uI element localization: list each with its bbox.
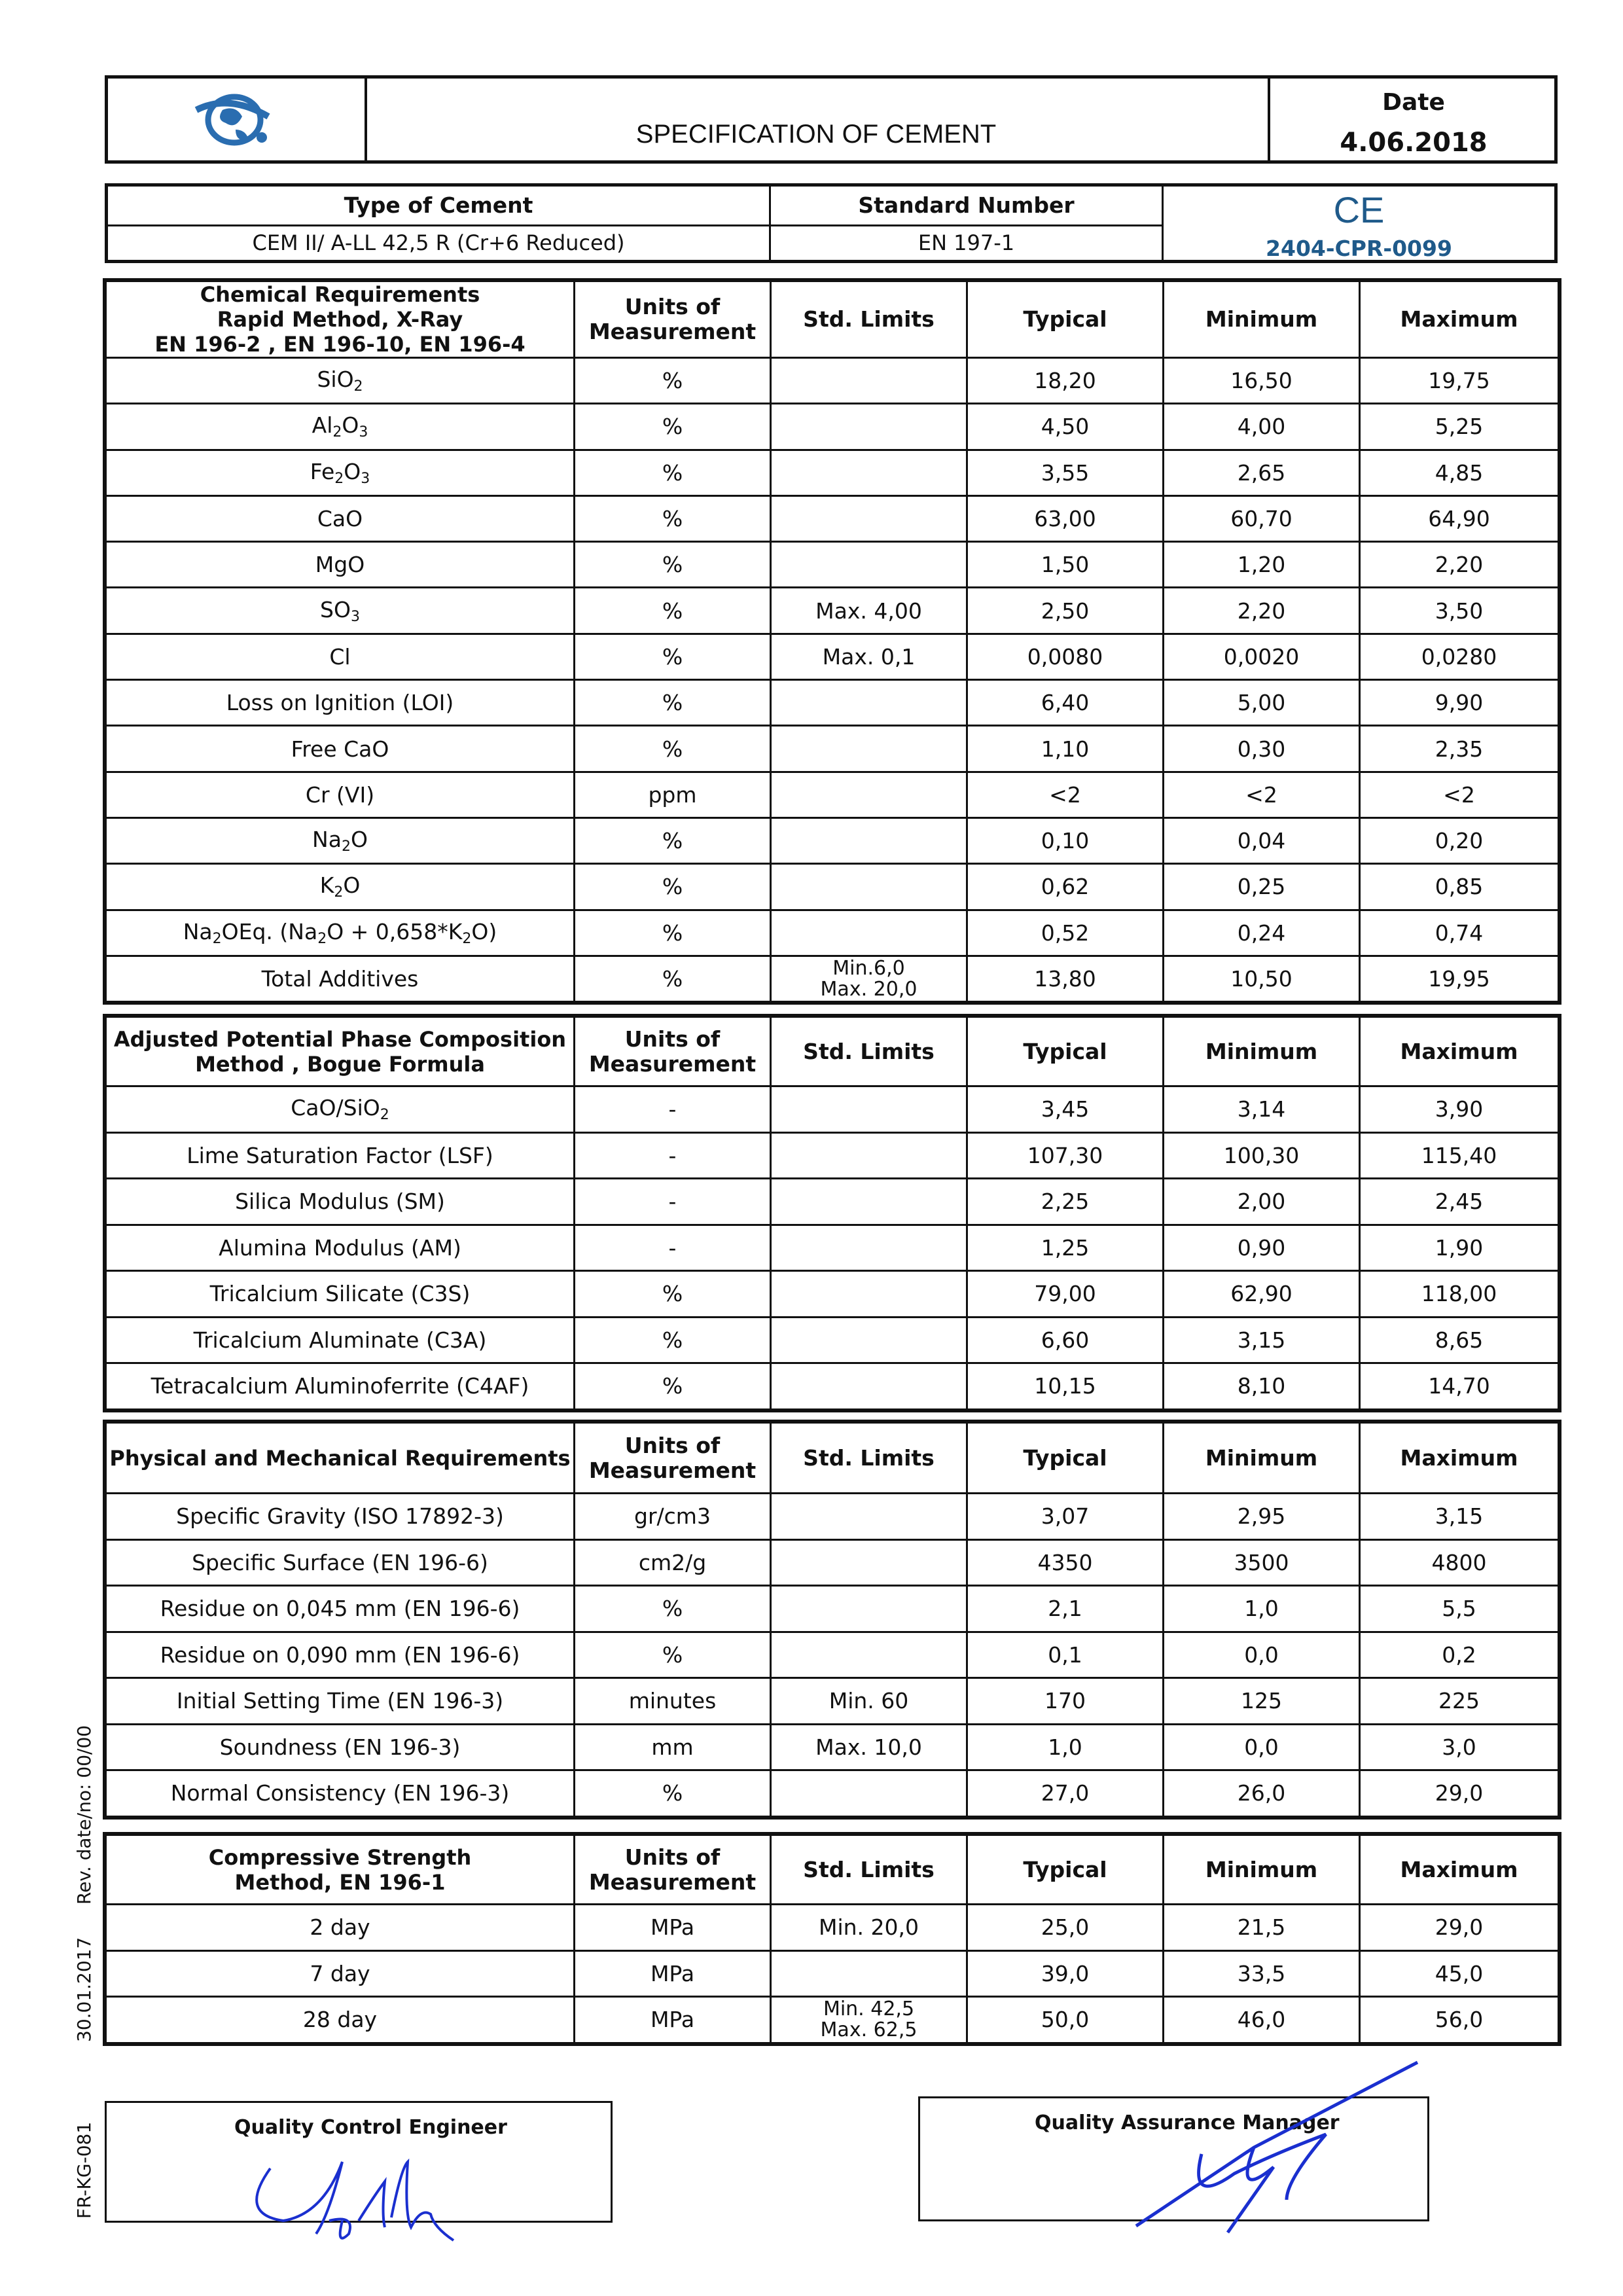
param-unit: %	[575, 588, 771, 634]
col-minimum: Minimum	[1164, 1017, 1360, 1086]
table-row	[106, 1363, 1559, 1410]
param-name: Tetracalcium Aluminoferrite (C4AF)	[106, 1363, 575, 1410]
param-minimum: 3,14	[1164, 1086, 1360, 1133]
param-typical: 10,15	[967, 1363, 1164, 1410]
ce-mark: CE	[1333, 189, 1385, 230]
param-name: Tricalcium Silicate (C3S)	[106, 1271, 575, 1318]
param-minimum: 0,0020	[1164, 634, 1360, 679]
param-maximum: 45,0	[1360, 1950, 1559, 1997]
param-typical: 1,10	[967, 726, 1164, 772]
param-name: Free CaO	[106, 726, 575, 772]
col-minimum: Minimum	[1164, 1835, 1360, 1905]
param-limit	[771, 726, 967, 772]
param-typical: 0,62	[967, 864, 1164, 910]
param-typical: 25,0	[967, 1905, 1164, 1951]
param-name: Alumina Modulus (AM)	[106, 1225, 575, 1271]
chemical-table	[105, 280, 1560, 1003]
param-name: Tricalcium Aluminate (C3A)	[106, 1317, 575, 1363]
section-title: Adjusted Potential Phase Composition Method , Bogue Formula	[106, 1017, 575, 1086]
qc-signature-icon	[244, 2142, 519, 2253]
param-minimum: <2	[1164, 772, 1360, 817]
param-minimum: 10,50	[1164, 956, 1360, 1001]
param-limit	[771, 910, 967, 956]
rev-date: 30.01.2017	[73, 1937, 95, 2042]
param-limit	[771, 495, 967, 541]
param-minimum: 0,04	[1164, 817, 1360, 863]
param-maximum: 0,20	[1360, 817, 1559, 863]
col-limits: Std. Limits	[771, 1017, 967, 1086]
param-minimum: 60,70	[1164, 495, 1360, 541]
table-row	[106, 450, 1559, 495]
param-typical: 2,50	[967, 588, 1164, 634]
standard-label: Standard Number	[771, 187, 1164, 226]
param-maximum: 3,0	[1360, 1724, 1559, 1770]
param-limit	[771, 1586, 967, 1632]
param-name: $Na_2OEq$. $(Na_2O + 0,658*K_2O)$	[106, 910, 575, 956]
physical-table	[105, 1422, 1560, 1818]
col-maximum: Maximum	[1360, 281, 1559, 358]
param-limit: Min.6,0 Max. 20,0	[771, 956, 967, 1001]
header-box	[105, 75, 1558, 164]
table-row	[106, 1724, 1559, 1770]
param-maximum: 2,35	[1360, 726, 1559, 772]
param-unit: -	[575, 1179, 771, 1225]
param-typical: 3,55	[967, 450, 1164, 495]
table-row	[106, 404, 1559, 450]
param-limit	[771, 1632, 967, 1678]
param-unit: %	[575, 1770, 771, 1817]
param-unit: %	[575, 680, 771, 726]
param-name: Residue on 0,045 mm (EN 196-6)	[106, 1586, 575, 1632]
param-unit: %	[575, 726, 771, 772]
param-name: Loss on Ignition (LOI)	[106, 680, 575, 726]
param-limit: Max. 10,0	[771, 1724, 967, 1770]
param-maximum: 2,20	[1360, 542, 1559, 588]
param-maximum: 19,95	[1360, 956, 1559, 1001]
param-maximum: 115,40	[1360, 1132, 1559, 1179]
param-name: Initial Setting Time (EN 196-3)	[106, 1678, 575, 1725]
param-typical: 6,40	[967, 680, 1164, 726]
table-row	[106, 1770, 1559, 1817]
param-name: Silica Modulus (SM)	[106, 1179, 575, 1225]
param-minimum: 0,0	[1164, 1724, 1360, 1770]
param-unit: cm2/g	[575, 1539, 771, 1586]
table-row	[106, 588, 1559, 634]
table-row	[106, 358, 1559, 404]
param-maximum: 0,74	[1360, 910, 1559, 956]
param-minimum: 0,0	[1164, 1632, 1360, 1678]
param-limit	[771, 1225, 967, 1271]
param-unit: mm	[575, 1724, 771, 1770]
param-limit: Min. 42,5 Max. 62,5	[771, 1997, 967, 2043]
param-maximum: 118,00	[1360, 1271, 1559, 1318]
param-maximum: 2,45	[1360, 1179, 1559, 1225]
col-minimum: Minimum	[1164, 1423, 1360, 1494]
table-header	[106, 1017, 1559, 1086]
param-unit: MPa	[575, 1997, 771, 2043]
param-minimum: 0,24	[1164, 910, 1360, 956]
param-maximum: 19,75	[1360, 358, 1559, 404]
table-row	[106, 1539, 1559, 1586]
param-limit	[771, 1179, 967, 1225]
param-maximum: 5,25	[1360, 404, 1559, 450]
param-typical: 1,25	[967, 1225, 1164, 1271]
logo-cell	[108, 79, 367, 160]
date-value: 4.06.2018	[1340, 128, 1488, 158]
param-minimum: 21,5	[1164, 1905, 1360, 1951]
qc-signature-box	[105, 2101, 613, 2223]
param-minimum: 1,0	[1164, 1586, 1360, 1632]
param-name: 2 day	[106, 1905, 575, 1951]
table-row	[106, 1678, 1559, 1725]
param-limit	[771, 1950, 967, 1997]
param-maximum: 4800	[1360, 1539, 1559, 1586]
param-minimum: 16,50	[1164, 358, 1360, 404]
param-limit	[771, 817, 967, 863]
table-row	[106, 1317, 1559, 1363]
param-limit	[771, 1363, 967, 1410]
table-row	[106, 1950, 1559, 1997]
param-limit	[771, 358, 967, 404]
param-typical: 27,0	[967, 1770, 1164, 1817]
qa-label: Quality Assurance Manager	[1035, 2111, 1340, 2134]
table-row	[106, 1494, 1559, 1540]
param-limit	[771, 542, 967, 588]
date-cell	[1268, 79, 1557, 160]
param-unit: -	[575, 1086, 771, 1133]
date-label: Date	[1382, 89, 1445, 116]
param-limit	[771, 450, 967, 495]
col-typical: Typical	[967, 1017, 1164, 1086]
param-typical: 39,0	[967, 1950, 1164, 1997]
form-code: FR-KG-081	[73, 2121, 95, 2219]
param-typical: 1,50	[967, 542, 1164, 588]
table-row	[106, 1271, 1559, 1318]
param-name: 28 day	[106, 1997, 575, 2043]
col-minimum: Minimum	[1164, 281, 1360, 358]
phase-table	[105, 1016, 1560, 1410]
param-limit	[771, 1086, 967, 1133]
param-minimum: 125	[1164, 1678, 1360, 1725]
cement-type-box	[105, 183, 1558, 263]
company-logo-icon	[183, 84, 281, 156]
param-minimum: 0,90	[1164, 1225, 1360, 1271]
col-units: Units of Measurement	[575, 1835, 771, 1905]
param-minimum: 46,0	[1164, 1997, 1360, 2043]
param-unit: %	[575, 1317, 771, 1363]
param-name: CaO/SiO$_2$	[106, 1086, 575, 1133]
param-minimum: 0,30	[1164, 726, 1360, 772]
param-maximum: 9,90	[1360, 680, 1559, 726]
compressive-table	[105, 1834, 1560, 2044]
param-typical: 1,0	[967, 1724, 1164, 1770]
param-limit	[771, 1271, 967, 1318]
param-limit: Min. 20,0	[771, 1905, 967, 1951]
param-name: $Na_2O$	[106, 817, 575, 863]
param-name: Lime Saturation Factor (LSF)	[106, 1132, 575, 1179]
param-maximum: 0,85	[1360, 864, 1559, 910]
param-typical: 6,60	[967, 1317, 1164, 1363]
param-unit: -	[575, 1132, 771, 1179]
param-typical: 170	[967, 1678, 1164, 1725]
param-maximum: 29,0	[1360, 1770, 1559, 1817]
param-name: CaO	[106, 495, 575, 541]
param-unit: MPa	[575, 1905, 771, 1951]
param-minimum: 3500	[1164, 1539, 1360, 1586]
qa-signature-icon	[1038, 2056, 1431, 2252]
table-header	[106, 281, 1559, 358]
table-row	[106, 680, 1559, 726]
param-name: MgO	[106, 542, 575, 588]
param-unit: MPa	[575, 1950, 771, 1997]
table-row	[106, 1225, 1559, 1271]
param-typical: 4,50	[967, 404, 1164, 450]
param-maximum: 225	[1360, 1678, 1559, 1725]
standard-value: EN 197-1	[771, 226, 1164, 260]
section-title: Physical and Mechanical Requirements	[106, 1423, 575, 1494]
section-title: Compressive Strength Method, EN 196-1	[106, 1835, 575, 1905]
param-unit: gr/cm3	[575, 1494, 771, 1540]
param-name: $Al_2O_3$	[106, 404, 575, 450]
param-name: Total Additives	[106, 956, 575, 1001]
param-minimum: 1,20	[1164, 542, 1360, 588]
param-unit: %	[575, 910, 771, 956]
rev-label: Rev. date/no: 00/00	[73, 1725, 95, 1905]
col-units: Units of Measurement	[575, 1423, 771, 1494]
table-row	[106, 542, 1559, 588]
section-title: Chemical Requirements Rapid Method, X-Ray EN 196-2 , EN 196-10, EN 196-4	[106, 281, 575, 358]
table-row	[106, 910, 1559, 956]
param-name: Residue on 0,090 mm (EN 196-6)	[106, 1632, 575, 1678]
param-minimum: 2,95	[1164, 1494, 1360, 1540]
param-maximum: 56,0	[1360, 1997, 1559, 2043]
param-maximum: 3,50	[1360, 588, 1559, 634]
param-minimum: 8,10	[1164, 1363, 1360, 1410]
param-limit	[771, 864, 967, 910]
table-row	[106, 1586, 1559, 1632]
param-name: Cr (VI)	[106, 772, 575, 817]
param-maximum: 14,70	[1360, 1363, 1559, 1410]
param-limit	[771, 680, 967, 726]
param-minimum: 5,00	[1164, 680, 1360, 726]
param-maximum: 0,0280	[1360, 634, 1559, 679]
param-typical: 3,07	[967, 1494, 1164, 1540]
col-limits: Std. Limits	[771, 1835, 967, 1905]
param-name: Normal Consistency (EN 196-3)	[106, 1770, 575, 1817]
col-limits: Std. Limits	[771, 281, 967, 358]
param-unit: %	[575, 450, 771, 495]
param-name: Specific Gravity (ISO 17892-3)	[106, 1494, 575, 1540]
param-typical: 50,0	[967, 1997, 1164, 2043]
param-typical: 3,45	[967, 1086, 1164, 1133]
table-row	[106, 772, 1559, 817]
param-name: Specific Surface (EN 196-6)	[106, 1539, 575, 1586]
param-unit: %	[575, 542, 771, 588]
qa-signature-box	[918, 2096, 1429, 2221]
param-limit	[771, 1132, 967, 1179]
param-minimum: 33,5	[1164, 1950, 1360, 1997]
table-row	[106, 495, 1559, 541]
param-unit: %	[575, 1363, 771, 1410]
table-row	[106, 1086, 1559, 1133]
param-typical: <2	[967, 772, 1164, 817]
col-maximum: Maximum	[1360, 1017, 1559, 1086]
param-limit	[771, 1770, 967, 1817]
param-limit	[771, 1539, 967, 1586]
param-typical: 2,25	[967, 1179, 1164, 1225]
param-typical: 4350	[967, 1539, 1164, 1586]
col-typical: Typical	[967, 1835, 1164, 1905]
param-name: 7 day	[106, 1950, 575, 1997]
param-minimum: 2,65	[1164, 450, 1360, 495]
table-row	[106, 1905, 1559, 1951]
type-value: CEM II/ A-LL 42,5 R (Cr+6 Reduced)	[108, 226, 771, 260]
col-units: Units of Measurement	[575, 1017, 771, 1086]
col-maximum: Maximum	[1360, 1423, 1559, 1494]
param-minimum: 0,25	[1164, 864, 1360, 910]
param-unit: ppm	[575, 772, 771, 817]
param-unit: minutes	[575, 1678, 771, 1725]
param-maximum: 8,65	[1360, 1317, 1559, 1363]
param-unit: %	[575, 817, 771, 863]
param-minimum: 4,00	[1164, 404, 1360, 450]
param-typical: 107,30	[967, 1132, 1164, 1179]
param-typical: 79,00	[967, 1271, 1164, 1318]
param-limit: Max. 0,1	[771, 634, 967, 679]
param-maximum: 5,5	[1360, 1586, 1559, 1632]
param-maximum: 29,0	[1360, 1905, 1559, 1951]
param-unit: %	[575, 495, 771, 541]
param-typical: 13,80	[967, 956, 1164, 1001]
param-minimum: 100,30	[1164, 1132, 1360, 1179]
param-limit: Min. 60	[771, 1678, 967, 1725]
param-minimum: 62,90	[1164, 1271, 1360, 1318]
param-name: $SO_3$	[106, 588, 575, 634]
param-typical: 0,0080	[967, 634, 1164, 679]
param-unit: %	[575, 1632, 771, 1678]
table-row	[106, 1632, 1559, 1678]
table-header	[106, 1423, 1559, 1494]
table-row	[106, 1179, 1559, 1225]
param-maximum: 64,90	[1360, 495, 1559, 541]
table-row	[106, 956, 1559, 1001]
param-minimum: 26,0	[1164, 1770, 1360, 1817]
ce-number: 2404-CPR-0099	[1266, 236, 1452, 261]
param-limit	[771, 404, 967, 450]
table-row	[106, 864, 1559, 910]
param-typical: 0,1	[967, 1632, 1164, 1678]
param-maximum: 3,15	[1360, 1494, 1559, 1540]
qc-label: Quality Control Engineer	[234, 2116, 507, 2139]
param-name: SiO$_2$	[106, 358, 575, 404]
col-typical: Typical	[967, 281, 1164, 358]
col-maximum: Maximum	[1360, 1835, 1559, 1905]
param-limit	[771, 772, 967, 817]
param-unit: %	[575, 1586, 771, 1632]
param-unit: %	[575, 404, 771, 450]
param-maximum: 0,2	[1360, 1632, 1559, 1678]
param-name: $Fe_2O_3$	[106, 450, 575, 495]
param-typical: 18,20	[967, 358, 1164, 404]
col-typical: Typical	[967, 1423, 1164, 1494]
param-minimum: 3,15	[1164, 1317, 1360, 1363]
param-maximum: 1,90	[1360, 1225, 1559, 1271]
table-row	[106, 726, 1559, 772]
param-limit: Max. 4,00	[771, 588, 967, 634]
param-unit: %	[575, 634, 771, 679]
param-limit	[771, 1494, 967, 1540]
param-maximum: 4,85	[1360, 450, 1559, 495]
table-row	[106, 1997, 1559, 2043]
param-minimum: 2,00	[1164, 1179, 1360, 1225]
param-typical: 63,00	[967, 495, 1164, 541]
param-unit: %	[575, 358, 771, 404]
table-header	[106, 1835, 1559, 1905]
param-limit	[771, 1317, 967, 1363]
type-label: Type of Cement	[108, 187, 771, 226]
param-name: $K_2O$	[106, 864, 575, 910]
param-name: Cl	[106, 634, 575, 679]
param-typical: 0,10	[967, 817, 1164, 863]
table-row	[106, 817, 1559, 863]
table-row	[106, 1132, 1559, 1179]
param-typical: 2,1	[967, 1586, 1164, 1632]
param-unit: %	[575, 864, 771, 910]
param-minimum: 2,20	[1164, 588, 1360, 634]
table-row	[106, 634, 1559, 679]
param-unit: %	[575, 1271, 771, 1318]
param-name: Soundness (EN 196-3)	[106, 1724, 575, 1770]
page-title: SPECIFICATION OF CEMENT	[635, 120, 997, 149]
col-limits: Std. Limits	[771, 1423, 967, 1494]
param-unit: -	[575, 1225, 771, 1271]
param-typical: 0,52	[967, 910, 1164, 956]
param-maximum: 3,90	[1360, 1086, 1559, 1133]
param-unit: %	[575, 956, 771, 1001]
col-units: Units of Measurement	[575, 281, 771, 358]
param-maximum: <2	[1360, 772, 1559, 817]
